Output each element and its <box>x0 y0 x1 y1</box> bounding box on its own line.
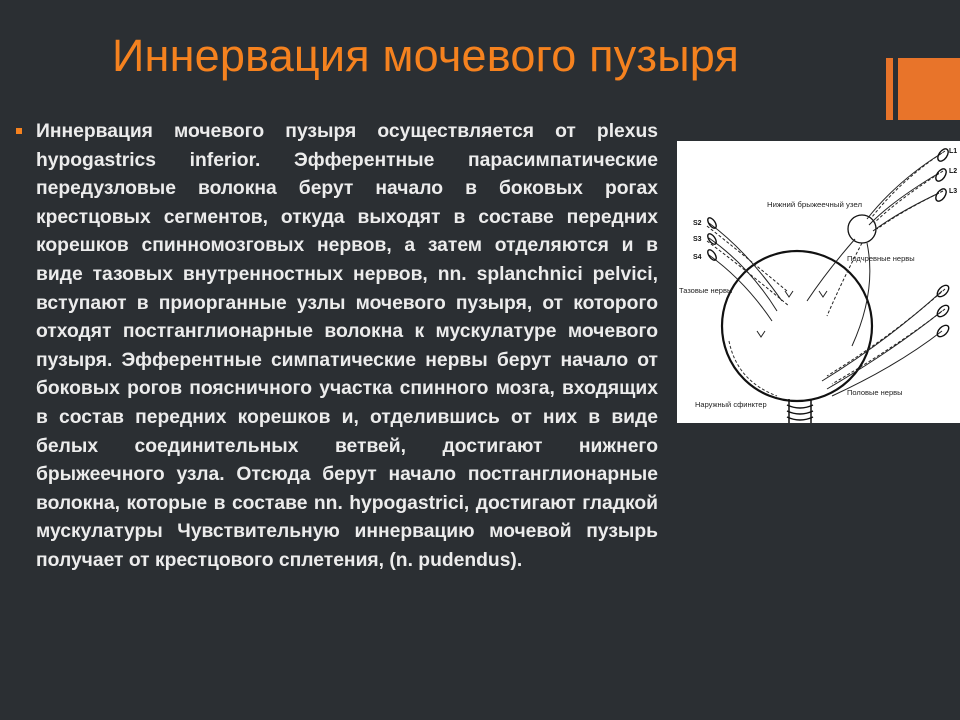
bullet-marker <box>16 128 22 134</box>
segment-s2-label: S2 <box>693 220 702 227</box>
l-segment-stubs <box>934 147 951 203</box>
hypogastric-nerves-label: Подчревные нервы <box>847 254 915 263</box>
segment-l1-label: L1 <box>949 148 958 155</box>
s-segment-stubs <box>706 216 718 261</box>
inferior-mesenteric-node <box>848 215 876 243</box>
pelvic-nerves-label: Тазовые нервы <box>679 286 733 295</box>
segment-s4-label: S4 <box>693 254 702 261</box>
segment-l3-label: L3 <box>949 188 958 195</box>
pelvic-nerve-lines <box>707 223 789 321</box>
pudendal-nerves-label: Половые нервы <box>847 388 903 397</box>
body-paragraph: Иннервация мочевого пузыря осуществляется от plexus hypogastrics inferior. Эфферентные парасимпатические передузловые волокна берут начало в боковых рогах крестцовых сегментов, откуда выходят в составе передних корешков спинномозговых нервов, а затем отделяются и в виде тазовых внутренностных нервов, nn. splanchnici pelvici, вступают в приорганные узлы мочевого пузыря, от которого отходят постганглионарные волокна к мускулатуре мочевого пузыря. Эфферентные симпатические нервы берут начало от боковых рогов поясничного участка спинного мозга, входящих в состав передних корешков и, отделившись от них в виде белых соединительных ветвей, достигают нижнего брыжеечного узла. Отсюда берут начало постганглионарные волокна, которые в составе nn. hypogastrici, достигают гладкой мускулатуры Чувствительную иннервацию мочевой пузырь получает от крестцового сплетения, (n. pudendus). <box>36 121 658 571</box>
urethra <box>787 399 813 423</box>
slide-title: Иннервация мочевого пузыря <box>112 30 740 81</box>
inferior-mesenteric-node-label: Нижний брыжеечный узел <box>767 200 862 209</box>
title-accent-line <box>886 58 893 120</box>
bladder-innervation-diagram <box>677 141 960 423</box>
segment-s3-label: S3 <box>693 236 702 243</box>
pudendal-nerve-lines <box>822 289 945 396</box>
diagram-svg <box>677 141 960 423</box>
segment-l2-label: L2 <box>949 168 958 175</box>
lumbar-nerves <box>867 151 945 231</box>
external-sphincter-label: Наружный сфинктер <box>695 400 767 409</box>
bladder-shape <box>722 251 872 401</box>
title-accent-block <box>898 58 960 120</box>
